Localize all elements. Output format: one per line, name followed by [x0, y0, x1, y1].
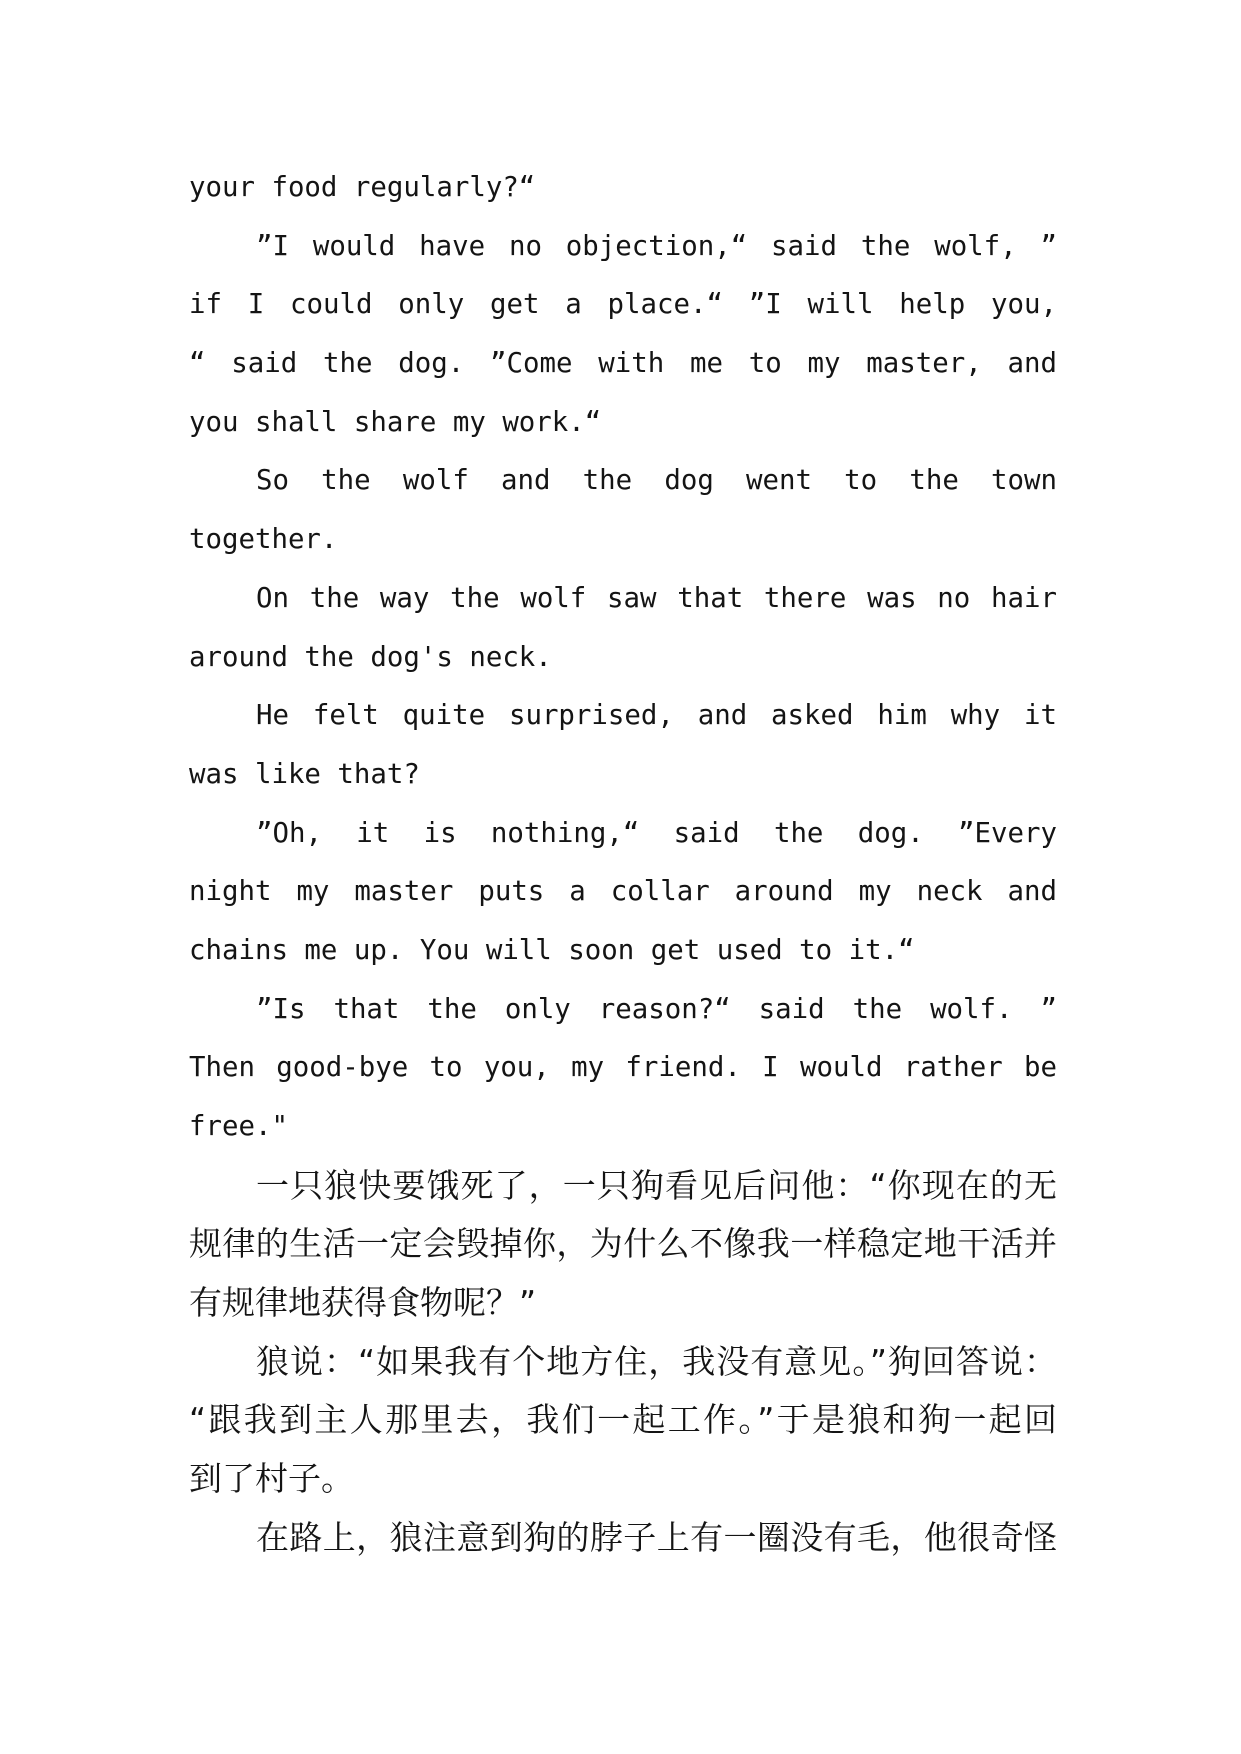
- text-line: was like that?: [189, 758, 420, 790]
- text-line: free.": [189, 1111, 288, 1142]
- text-line: “ said the dog. ”Come with me to my master, and: [189, 348, 1057, 380]
- paragraph: [189, 218, 1057, 453]
- text-line: you shall share my work.“: [189, 406, 602, 438]
- text-line: ”Is that the only reason?“ said the wolf. ”: [256, 993, 1057, 1025]
- text-line: ”I would have no objection,“ said the wolf, ”: [256, 230, 1057, 262]
- paragraph: [189, 1157, 1057, 1333]
- text-line: 狼说：“如果我有个地方住，我没有意见。”狗回答说：: [256, 1341, 1057, 1381]
- paragraph: [189, 805, 1057, 981]
- paragraph: [189, 159, 1057, 218]
- paragraph: [189, 452, 1057, 569]
- text-line: So the wolf and the dog went to the town: [256, 465, 1057, 497]
- paragraph: [189, 1509, 1057, 1568]
- text-line: ”Oh, it is nothing,“ said the dog. ”Every: [256, 817, 1057, 849]
- text-line: 一只狼快要饿死了，一只狗看见后问他：“你现在的无: [256, 1165, 1057, 1205]
- text-line: 规律的生活一定会毁掉你，为什么不像我一样稳定地干活并: [189, 1224, 1057, 1264]
- text-line: Then good-bye to you, my friend. I would rather be: [189, 1052, 1057, 1084]
- text-line: On the way the wolf saw that there was no hair: [256, 582, 1057, 614]
- text-line: if I could only get a place.“ ”I will help you,: [189, 289, 1057, 321]
- text-line: chains me up. You will soon get used to it.“: [189, 934, 915, 966]
- text-line: 在路上，狼注意到狗的脖子上有一圈没有毛，他很奇怪: [256, 1517, 1057, 1557]
- text-line: He felt quite surprised, and asked him why it: [256, 700, 1057, 732]
- text-line: together.: [189, 524, 338, 556]
- paragraph: [189, 570, 1057, 687]
- paragraph: [189, 1333, 1057, 1509]
- text-line: 有规律地获得食物呢？”: [189, 1283, 537, 1323]
- text-line: night my master puts a collar around my neck and: [189, 876, 1057, 908]
- paragraph: [189, 981, 1057, 1157]
- text-line: around the dog's neck.: [189, 641, 552, 673]
- paragraph: [189, 687, 1057, 804]
- document-body: [189, 159, 1057, 1568]
- text-line: 到了村子。: [189, 1459, 354, 1499]
- text-line: your food regularly?“: [189, 172, 536, 203]
- text-line: “跟我到主人那里去，我们一起工作。”于是狼和狗一起回: [189, 1400, 1057, 1440]
